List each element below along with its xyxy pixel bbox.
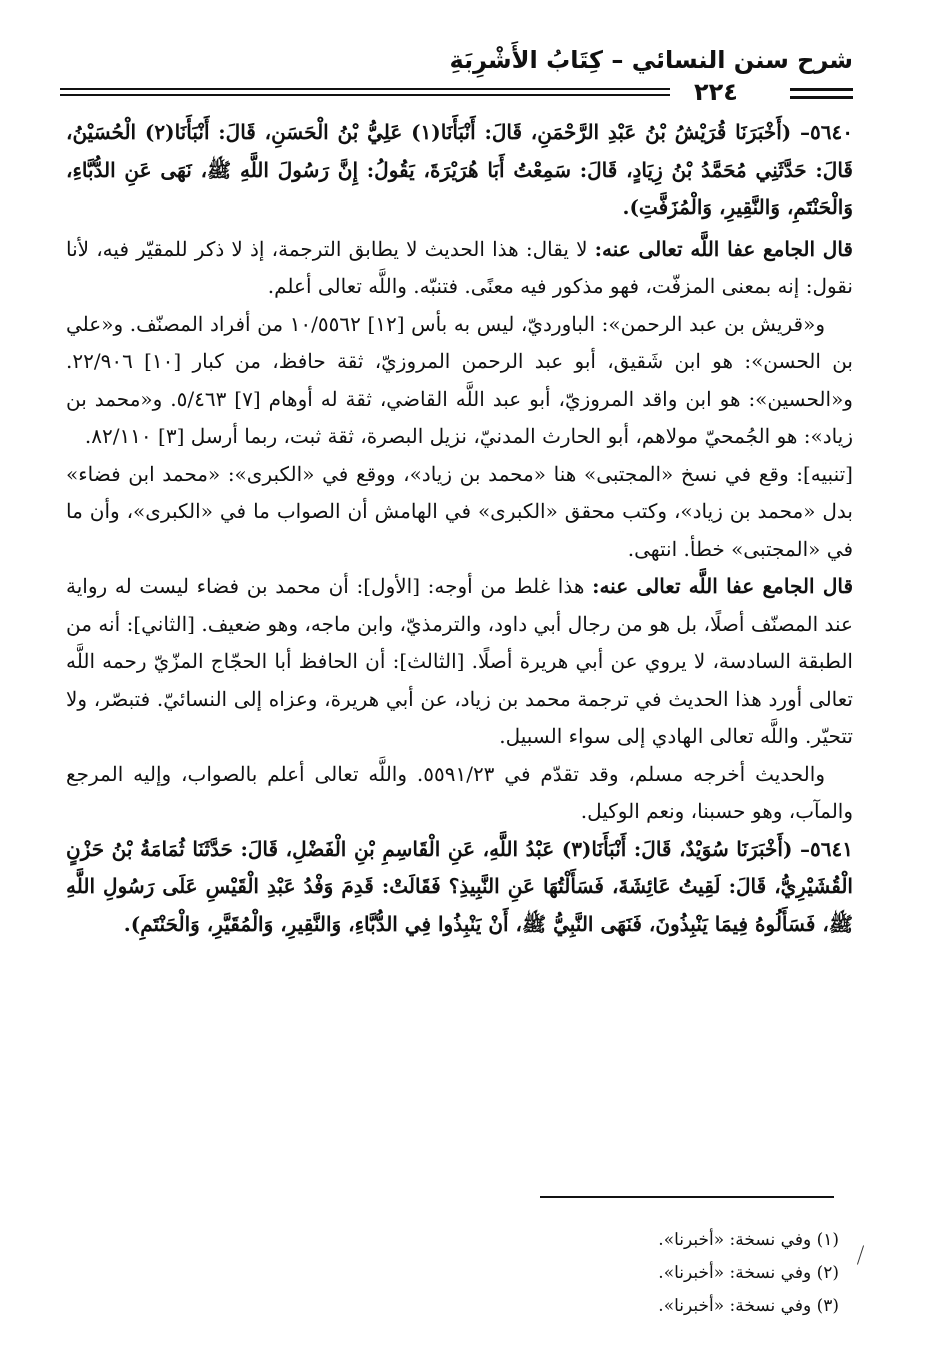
footnote: (٢) وفي نسخة: «أخبرنا». xyxy=(658,1263,839,1283)
page-number: ٢٢٤ xyxy=(694,78,738,106)
page-body xyxy=(66,114,853,947)
footnote: (١) وفي نسخة: «أخبرنا». xyxy=(658,1230,839,1250)
hadith-text: – (أَخْبَرَنَا سُوَيْدٌ، قَالَ: أَنْبَأَنَا(٣) عَبْدُ اللَّهِ، عَنِ الْقَاسِمِ بْنِ الْفَضْلِ، قَالَ: حَدَّثَنَا ثُمَامَةُ بْنُ حَزْنٍ الْقُشَيْرِيُّ، قَالَ: لَقِيتُ عَائِشَةَ، فَسَأَلْتُهَا عَنِ النَّبِيذِ؟ فَقَالَتْ: قَدِمَ وَفْدُ عَبْدِ الْقَيْسِ عَلَى رَسُولِ اللَّهِ ﷺ، فَسَأَلُوهُ فِيمَا يَنْبِذُونَ، فَنَهَى النَّبِيُّ ﷺ، أَنْ يَنْبِذُوا فِي الدُّبَّاءِ، وَالنَّقِيرِ، وَالْمُقَيَّرِ، وَالْحَنْتَمِ). xyxy=(66,836,853,936)
header-rule xyxy=(790,96,853,99)
note-paragraph xyxy=(66,456,853,569)
running-header xyxy=(60,44,853,104)
paragraph-text: و«قريش بن عبد الرحمن»: الباورديّ، ليس به بأس [١٢] ١٠/٥٥٦٢ من أفراد المصنّف. و«علي بن الحسن»: هو ابن شَقيق، أبو عبد الرحمن المروزيّ، ثقة حافظ، من كبار [١٠] ٢٢/٩٠٦. و«الحسين»: هو ابن واقد المروزيّ، أبو عبد اللَّه القاضي، ثقة له أوهام [٧] ٥/٤٦٣. و«محمد بن زياد»: هو الجُمحيّ مولاهم، أبو الحارث المدنيّ، نزيل البصرة، ثقة ثبت، ربما أرسل [٣] ٨٢/١١٠. xyxy=(66,311,853,448)
header-rule xyxy=(60,88,670,90)
paragraph-lead: قال الجامع عفا اللَّه تعالى عنه: xyxy=(592,574,854,598)
commentary-paragraph xyxy=(66,568,853,756)
paragraph-text: [تنبيه]: وقع في نسخ «المجتبى» هنا «محمد بن زياد»، ووقع في «الكبرى»: «محمد ابن فضاء» بدل «محمد بن زياد»، وكتب محقق «الكبرى» في الهامش أن الصواب ما في «الكبرى»، وأن ما في «المجتبى» خطأ. انتهى. xyxy=(66,461,853,561)
margin-pencil-mark xyxy=(857,1245,864,1264)
paragraph-text: والحديث أخرجه مسلم، وقد تقدّم في ٥٥٩١/٢٣. واللَّه تعالى أعلم بالصواب، وإليه المرجع والمآب، وهو حسبنا، ونعم الوكيل. xyxy=(66,761,853,823)
header-title: شرح سنن النسائي – كِتَابُ الأَشْرِبَةِ xyxy=(449,46,853,74)
header-rule xyxy=(790,88,853,91)
narrators-paragraph xyxy=(66,306,853,456)
hadith-number: ٥٦٤٠ xyxy=(810,120,854,144)
takhrij-paragraph xyxy=(66,756,853,831)
commentary-paragraph xyxy=(66,231,853,306)
hadith-text: – (أَخْبَرَنَا قُرَيْشُ بْنُ عَبْدِ الرَّحْمَنِ، قَالَ: أَنْبَأَنَا(١) عَلِيُّ بْنُ الْحَسَنِ، قَالَ: أَنْبَأَنَا(٢) الْحُسَيْنُ، قَالَ: حَدَّثَنِي مُحَمَّدُ بْنُ زِيَادٍ، قَالَ: سَمِعْتُ أَبَا هُرَيْرَةَ، يَقُولُ: إِنَّ رَسُولَ اللَّهِ ﷺ، نَهَى عَنِ الدُّبَّاءِ، وَالْحَنْتَمِ، وَالنَّقِيرِ، وَالْمُزَفَّتِ). xyxy=(66,120,853,219)
footnote: (٣) وفي نسخة: «أخبرنا». xyxy=(658,1296,839,1316)
hadith-5640 xyxy=(66,114,853,227)
paragraph-text: هذا غلط من أوجه: [الأول]: أن محمد بن فضاء ليست له رواية عند المصنّف أصلًا، بل هو من رجال أبي داود، والترمذيّ، وابن ماجه، وهو ضعيف. [الثاني]: أنه من الطبقة السادسة، لا يروي عن أبي هريرة أصلًا. [الثالث]: أن الحافظ أبا الحجّاج المزّيّ رحمه اللَّه تعالى أورد هذا الحديث في ترجمة محمد بن زياد، عن أبي هريرة، وعزاه إلى النسائيّ. فتبصّر، ولا تتحيّر. واللَّه تعالى الهادي إلى سواء السبيل. xyxy=(66,574,853,748)
paragraph-lead: قال الجامع عفا اللَّه تعالى عنه: xyxy=(594,236,853,261)
footnote-separator xyxy=(540,1196,834,1198)
hadith-number: ٥٦٤١ xyxy=(810,836,853,861)
hadith-5641 xyxy=(66,831,853,944)
footnotes xyxy=(479,1224,839,1323)
paragraph-text: لا يقال: هذا الحديث لا يطابق الترجمة، إذ لا ذكر للمقيّر فيه، لأنا نقول: إنه بمعنى المزفّت، فهو مذكور فيه معنًى. فتنبّه. واللَّه تعالى أعلم. xyxy=(66,236,853,298)
header-rule xyxy=(60,94,670,96)
